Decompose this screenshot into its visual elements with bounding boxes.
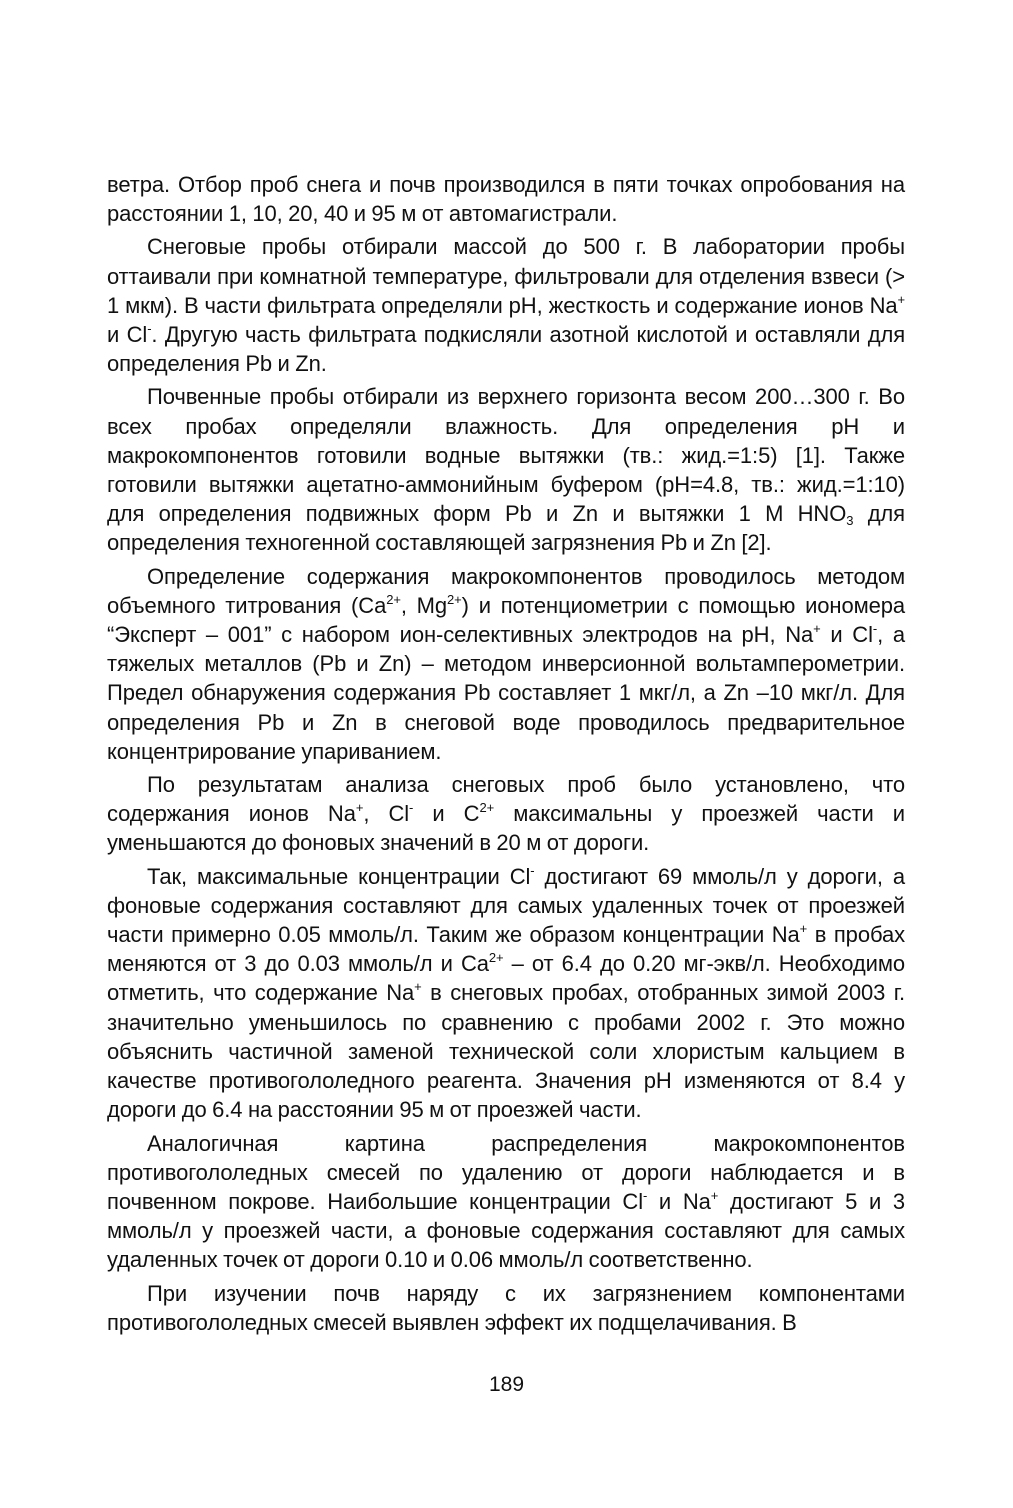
superscript: + [710, 1187, 719, 1203]
text-run: , Cl [363, 801, 410, 827]
text-run: , а тяжелых металлов (Pb и Zn) – методом инверсионной вольтамперометрии. Предел обнаружения содержания Pb составляет 1 мкг/л, а Zn –10 мкг/л. Для определения Pb и Zn в снеговой воде проводилось предварительное концентрирование упариванием. [107, 622, 905, 764]
text-run: Снеговые пробы отбирали массой до 500 г. В лаборатории пробы оттаивали при комнатной температуре, фильтровали для отделения взвеси (> 1 мкм). В части фильтрата определяли pH, жесткость и содержание ионов Na [107, 234, 905, 318]
paragraph [107, 562, 905, 766]
text-run: для определения техногенной составляющей загрязнения Pb и Zn [2]. [107, 501, 905, 556]
paragraph [107, 862, 905, 1125]
text-run: По результатам анализа снеговых проб было установлено, что содержания ионов Na [107, 772, 905, 827]
text-run: Аналогичная картина распределения макрокомпонентов противогололедных смесей по удалению от дороги наблюдается и в почвенном покрове. Наибольшие концентрации Cl [107, 1130, 905, 1214]
text-run: достигают 5 и 3 ммоль/л у проезжей части, а фоновые содержания составляют для самых удаленных точек от дороги 0.10 и 0.06 ммоль/л соответственно. [107, 1188, 905, 1273]
text-run: Почвенные пробы отбирали из верхнего горизонта весом 200…300 г. Во всех пробах определяли влажность. Для определения pH и макрокомпонентов готовили водные вытяжки (тв.: жид.=1:5) [1]. Также готовили вытяжки ацетатно-аммонийным буфером (pH=4.8, тв.: жид.=1:10) для определения подвижных форм Pb и Zn и вытяжки 1 М HNO [107, 384, 905, 527]
subscript: 3 [846, 513, 854, 529]
paragraph [107, 1129, 905, 1275]
text-run: и Cl [107, 322, 148, 348]
text-run: в снеговых пробах, отобранных зимой 2003 г. значительно уменьшилось по сравнению с пробами 2002 г. Это можно объяснить частичной заменой технической соли хлористым кальцием в качестве противогололедного реагента. Значения pH изменяются от 8.4 у дороги до 6.4 на расстоянии 95 м от проезжей части. [107, 980, 905, 1123]
superscript: + [897, 291, 905, 307]
text-run: и Na [647, 1188, 711, 1214]
text-run: . Другую часть фильтрата подкисляли азотной кислотой и оставляли для определения Pb и Zn. [107, 322, 906, 377]
text-run: Определение содержания макрокомпонентов проводилось методом объемного титрования (Ca [107, 563, 905, 618]
superscript: - [409, 800, 414, 816]
text-run: ) и потенциометрии с помощью иономера “Эксперт – 001” с набором ион-селективных электродов на pH, Na [107, 592, 906, 648]
superscript: - [147, 321, 152, 337]
superscript: - [530, 862, 535, 878]
superscript: + [813, 621, 821, 637]
superscript: 2+ [386, 591, 401, 607]
text-run: и C [413, 801, 480, 827]
text-run: Так, максимальные концентрации Cl [147, 863, 531, 889]
superscript: + [355, 800, 364, 816]
superscript: + [799, 921, 808, 937]
paragraph [107, 232, 905, 378]
superscript: + [414, 979, 422, 995]
superscript: 2+ [479, 800, 495, 816]
text-run: , Mg [400, 592, 448, 618]
superscript: 2+ [447, 591, 462, 607]
text-run: в пробах меняются от 3 до 0.03 ммоль/л и Ca [107, 922, 905, 977]
text-run: При изучении почв наряду с их загрязнением компонентами противогололедных смесей выявлен эффект их подщелачивания. В [107, 1280, 905, 1335]
text-run: – от 6.4 до 0.20 мг-экв/л. Необходимо отметить, что содержание Na [107, 951, 905, 1006]
paragraph [107, 170, 905, 228]
text-run: достигают 69 ммоль/л у дороги, а фоновые содержания составляют для самых удаленных точек от проезжей части примерно 0.05 ммоль/л. Таким же образом концентрации Na [107, 863, 905, 948]
text-run: максимальны у проезжей части и уменьшаются до фоновых значений в 20 м от дороги. [107, 801, 905, 856]
superscript: - [642, 1187, 648, 1203]
page-number: 189 [488, 1373, 525, 1396]
page-body [107, 170, 905, 1341]
text-run: и Cl [820, 622, 873, 648]
paragraph [107, 770, 905, 858]
superscript: 2+ [488, 950, 504, 966]
paragraph [107, 1279, 905, 1337]
paragraph [107, 382, 905, 557]
text-run: ветра. Отбор проб снега и почв производился в пяти точках опробования на расстоянии 1, 10, 20, 40 и 95 м от автомагистрали. [107, 172, 905, 227]
superscript: - [872, 621, 878, 637]
